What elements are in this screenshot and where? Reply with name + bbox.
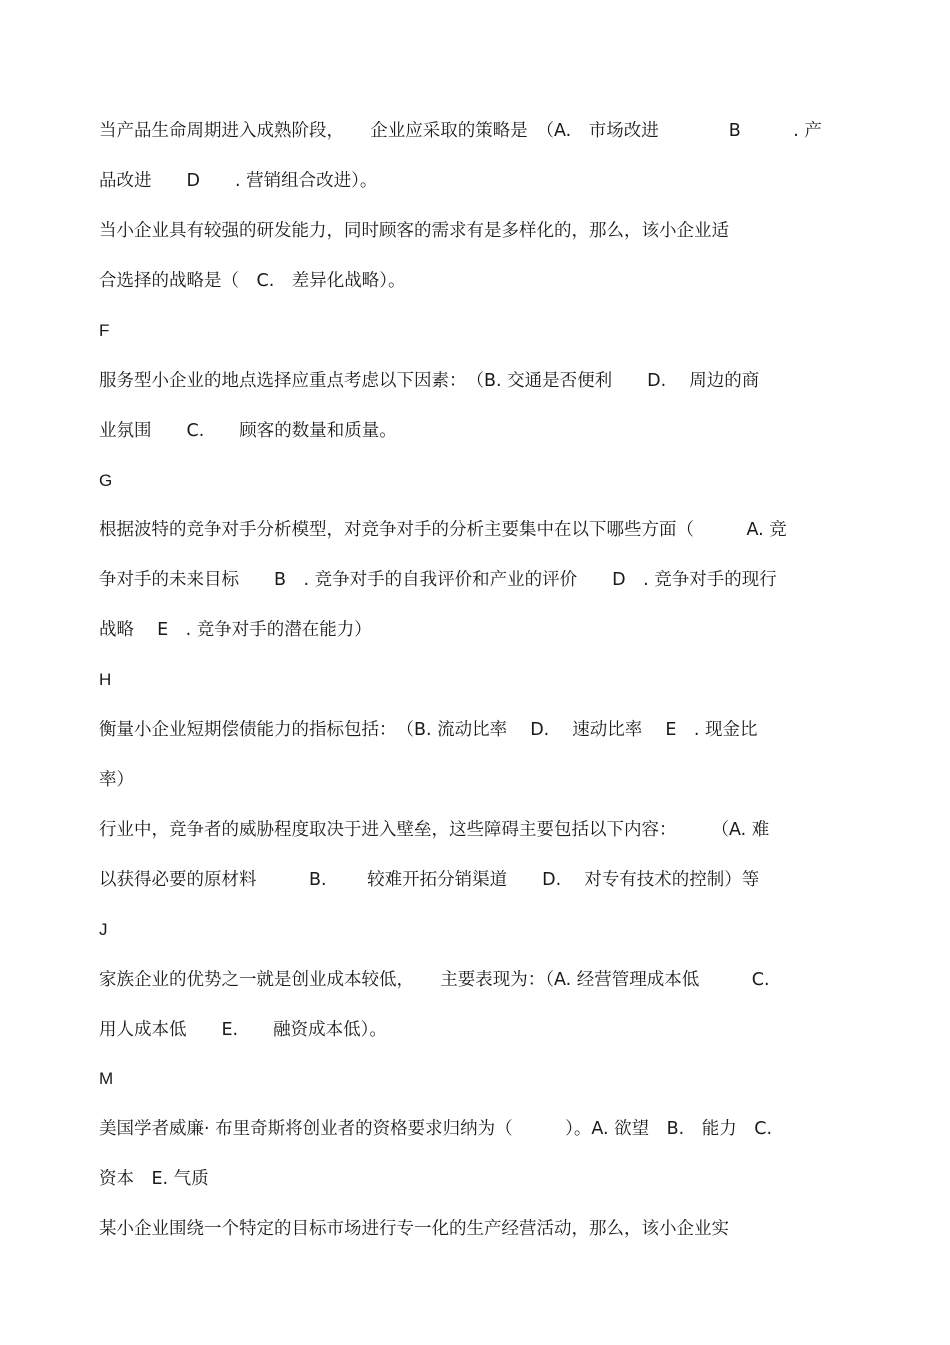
text-line: 业氛围 C. 顾客的数量和质量。 — [99, 421, 397, 441]
text-line: 家族企业的优势之一就是创业成本较低， 主要表现为：（A. 经营管理成本低 C. — [99, 970, 770, 990]
section-letter: G — [99, 471, 113, 490]
text-line: 美国学者威廉· 布里奇斯将创业者的资格要求归纳为（ ）。A. 欲望 B. 能力 C. — [99, 1119, 773, 1139]
section-letter: F — [99, 321, 110, 340]
text-line: 衡量小企业短期偿债能力的指标包括： （B. 流动比率 D. 速动比率 E . 现金比 — [99, 720, 758, 740]
text-line: 品改进 D . 营销组合改进）。 — [99, 171, 378, 191]
text-line: 用人成本低 E. 融资成本低）。 — [99, 1020, 387, 1040]
text-line: 以获得必要的原材料 B. 较难开拓分销渠道 D. 对专有技术的控制）等 — [99, 870, 760, 890]
text-line: 某小企业围绕一个特定的目标市场进行专一化的生产经营活动，那么，该小企业实 — [99, 1219, 729, 1239]
text-line: 战略 E . 竞争对手的潜在能力） — [99, 620, 372, 640]
section-letter: M — [99, 1069, 114, 1088]
text-line: 率） — [99, 770, 134, 790]
text-line: 资本 E. 气质 — [99, 1169, 209, 1189]
section-letter: H — [99, 670, 112, 689]
text-line: 根据波特的竞争对手分析模型，对竞争对手的分析主要集中在以下哪些方面（ A. 竞 — [99, 520, 787, 540]
text-line: 行业中，竞争者的威胁程度取决于进入壁垒，这些障碍主要包括以下内容： （A. 难 — [99, 820, 770, 840]
section-letter: J — [99, 920, 108, 939]
text-line: 合选择的战略是（ C. 差异化战略）。 — [99, 271, 406, 291]
text-line: 当小企业具有较强的研发能力，同时顾客的需求有是多样化的，那么，该小企业适 — [99, 221, 729, 241]
text-line: 争对手的未来目标 B . 竞争对手的自我评价和产业的评价 D . 竞争对手的现行 — [99, 570, 777, 590]
text-line: 服务型小企业的地点选择应重点考虑以下因素： （B. 交通是否便利 D. 周边的商 — [99, 371, 760, 391]
text-line: 当产品生命周期进入成熟阶段， 企业应采取的策略是 （A. 市场改进 B . 产 — [99, 121, 822, 141]
